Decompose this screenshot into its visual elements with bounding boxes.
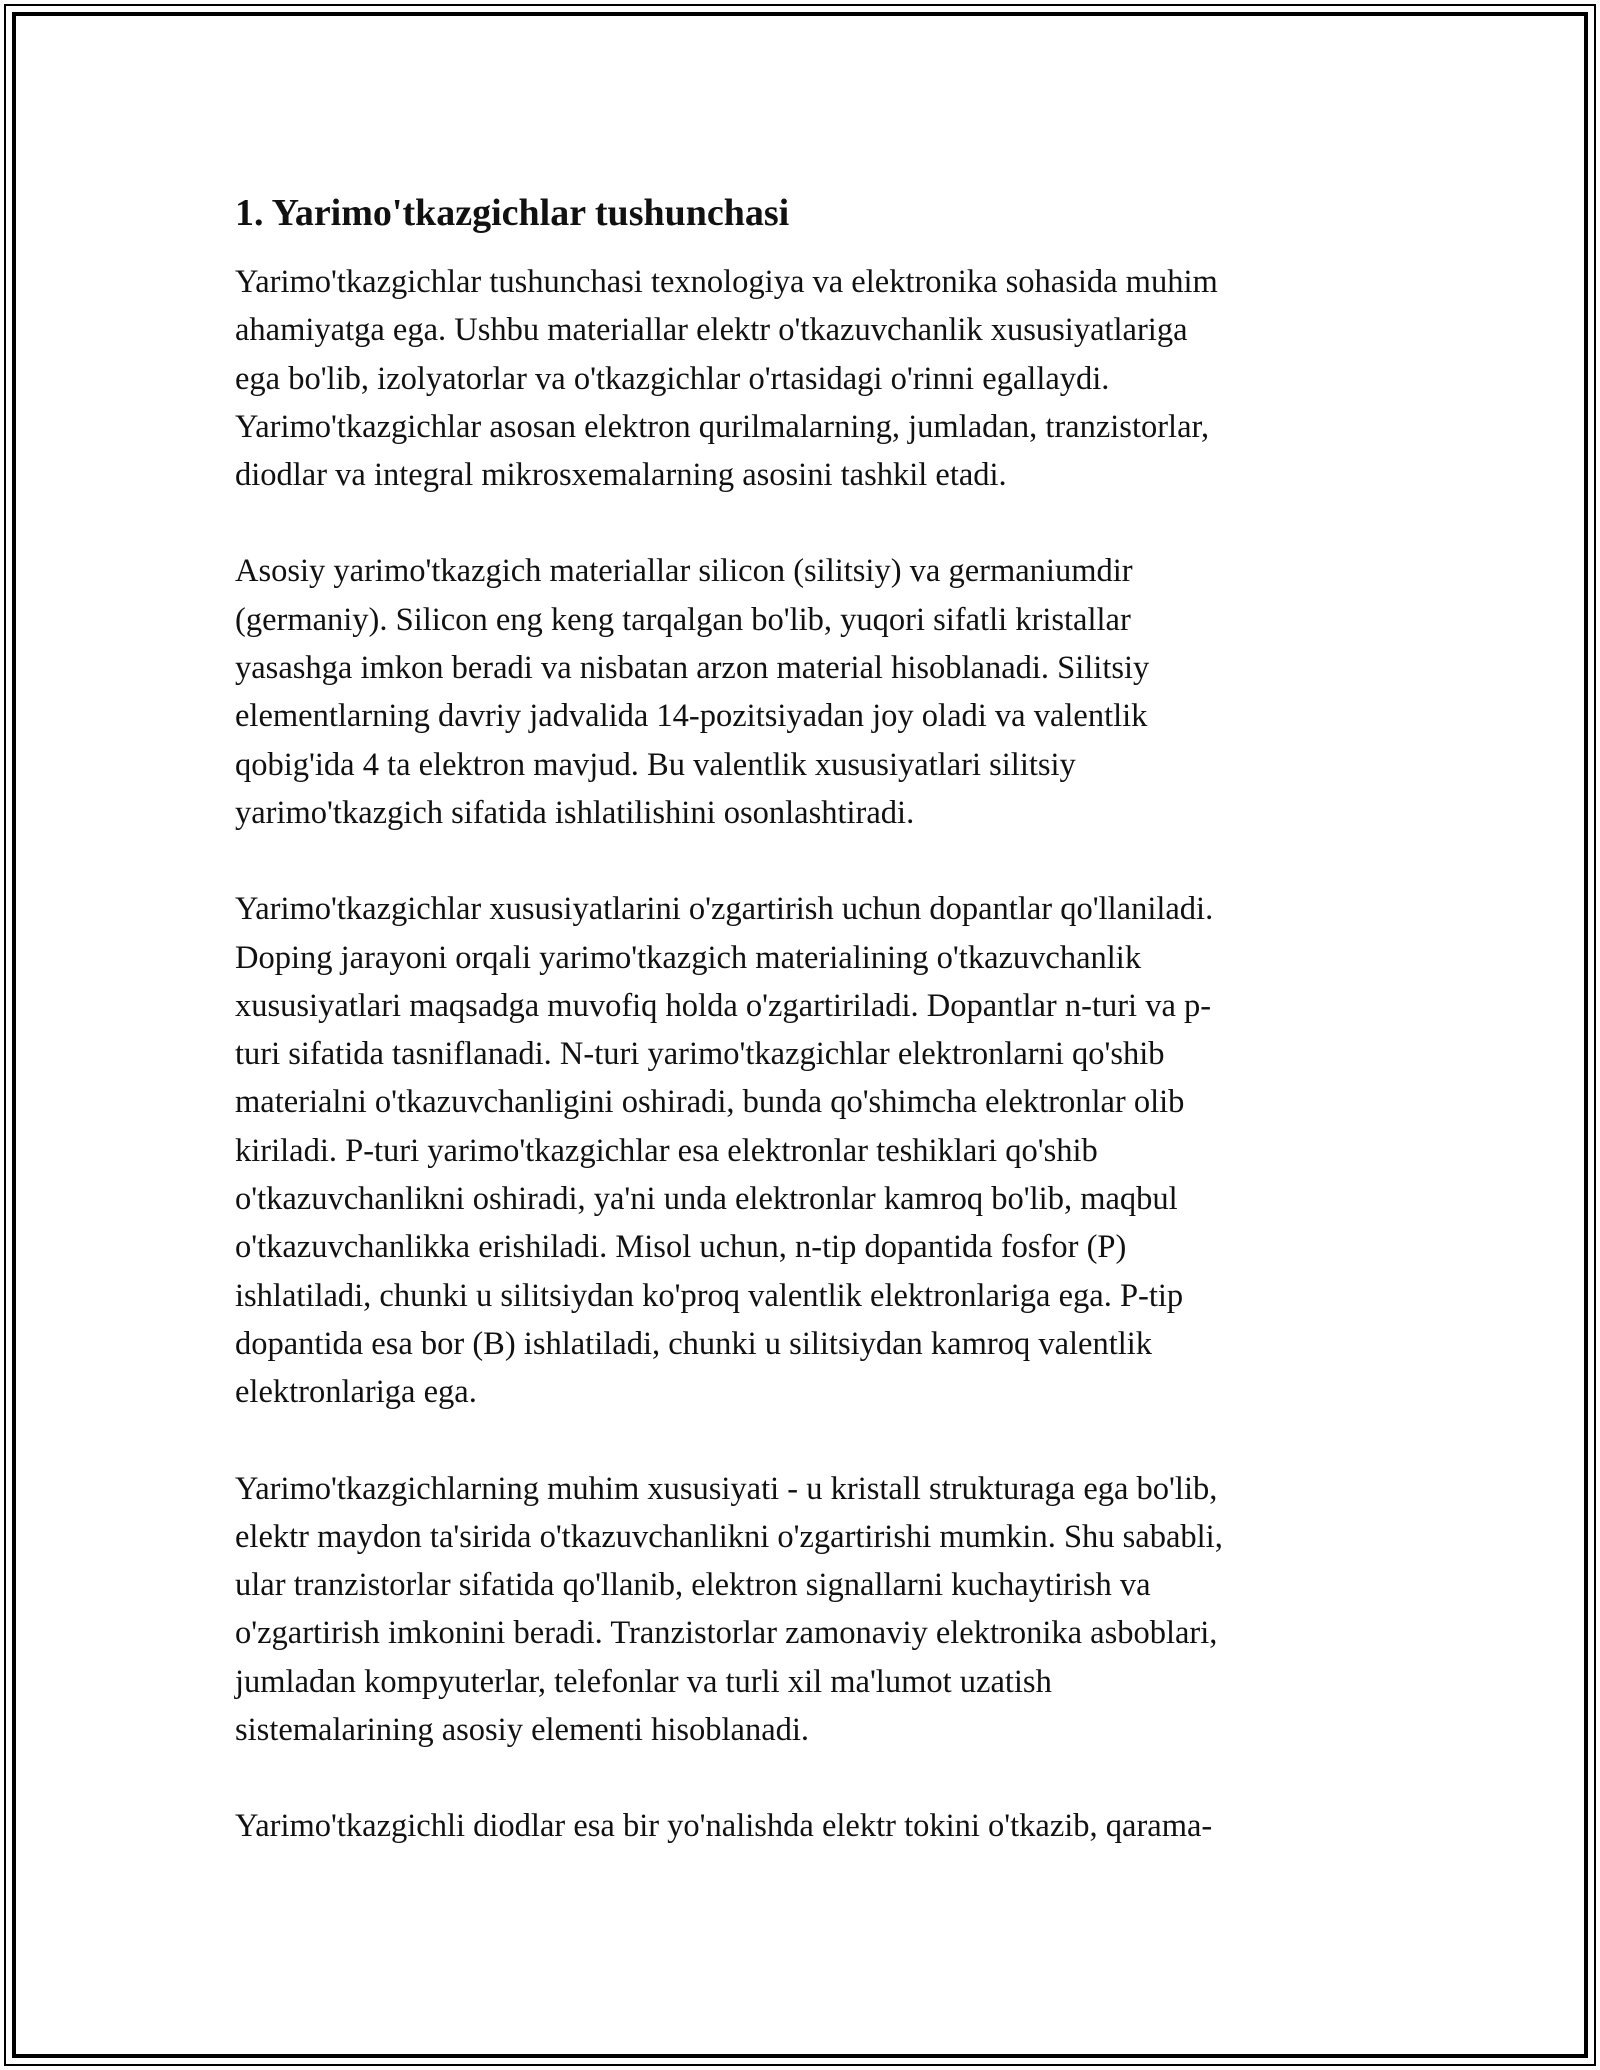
text-line: xususiyatlari maqsadga muvofiq holda o'zgartiriladi. Dopantlar n-turi va p- <box>235 987 1212 1024</box>
text-line: sistemalarining asosiy elementi hisoblanadi. <box>235 1712 810 1749</box>
paragraph-5 <box>235 1802 1365 1850</box>
text-line: turi sifatida tasniflanadi. N-turi yarimo'tkazgichlar elektronlarni qo'shib <box>235 1036 1165 1073</box>
text-line: jumladan kompyuterlar, telefonlar va turli xil ma'lumot uzatish <box>235 1663 1052 1700</box>
text-line: elektr maydon ta'sirida o'tkazuvchanlikni o'zgartirishi mumkin. Shu sababli, <box>235 1518 1223 1555</box>
paragraph-4 <box>235 1465 1365 1755</box>
text-line: dopantida esa bor (B) ishlatiladi, chunki u silitsiydan kamroq valentlik <box>235 1325 1153 1362</box>
paragraph-list <box>235 258 1365 1851</box>
section-heading: 1. Yarimo'tkazgichlar tushunchasi <box>235 192 790 234</box>
text-line: Yarimo'tkazgichlar asosan elektron qurilmalarning, jumladan, tranzistorlar, <box>235 408 1210 445</box>
text-line: (germaniy). Silicon eng keng tarqalgan bo'lib, yuqori sifatli kristallar <box>235 601 1131 638</box>
text-line: o'tkazuvchanlikni oshiradi, ya'ni unda elektronlar kamroq bo'lib, maqbul <box>235 1181 1178 1218</box>
paragraph-3 <box>235 885 1365 1416</box>
text-line: diodlar va integral mikrosxemalarning asosini tashkil etadi. <box>235 457 1007 494</box>
text-line: Yarimo'tkazgichlar xususiyatlarini o'zgartirish uchun dopantlar qo'llaniladi. <box>235 891 1214 928</box>
text-line: yarimo'tkazgich sifatida ishlatilishini osonlashtiradi. <box>235 794 915 831</box>
document-body <box>235 188 1365 1899</box>
text-line: materialni o'tkazuvchanligini oshiradi, bunda qo'shimcha elektronlar olib <box>235 1084 1185 1121</box>
text-line: Yarimo'tkazgichlarning muhim xususiyati - u kristall strukturaga ega bo'lib, <box>235 1470 1218 1507</box>
text-line: Asosiy yarimo'tkazgich materiallar silicon (silitsiy) va germaniumdir <box>235 553 1133 590</box>
text-line: elementlarning davriy jadvalida 14-pozitsiyadan joy oladi va valentlik <box>235 698 1148 735</box>
text-line: Yarimo'tkazgichli diodlar esa bir yo'nalishda elektr tokini o'tkazib, qarama- <box>235 1808 1213 1845</box>
text-line: kiriladi. P-turi yarimo'tkazgichlar esa elektronlar teshiklari qo'shib <box>235 1132 1098 1169</box>
paragraph-2 <box>235 547 1365 837</box>
text-line: ular tranzistorlar sifatida qo'llanib, elektron signallarni kuchaytirish va <box>235 1567 1151 1604</box>
text-line: o'tkazuvchanlikka erishiladi. Misol uchun, n-tip dopantida fosfor (P) <box>235 1229 1127 1266</box>
text-line: ahamiyatga ega. Ushbu materiallar elektr o'tkazuvchanlik xususiyatlariga <box>235 312 1188 349</box>
paragraph-1 <box>235 258 1365 499</box>
text-line: ega bo'lib, izolyatorlar va o'tkazgichlar o'rtasidagi o'rinni egallaydi. <box>235 360 1110 397</box>
text-line: qobig'ida 4 ta elektron mavjud. Bu valentlik xususiyatlari silitsiy <box>235 746 1076 783</box>
text-line: yasashga imkon beradi va nisbatan arzon material hisoblanadi. Silitsiy <box>235 650 1150 687</box>
text-line: ishlatiladi, chunki u silitsiydan ko'proq valentlik elektronlariga ega. P-tip <box>235 1277 1184 1314</box>
text-line: o'zgartirish imkonini beradi. Tranzistorlar zamonaviy elektronika asboblari, <box>235 1615 1218 1652</box>
text-line: Doping jarayoni orqali yarimo'tkazgich materialining o'tkazuvchanlik <box>235 939 1142 976</box>
text-line: Yarimo'tkazgichlar tushunchasi texnologiya va elektronika sohasida muhim <box>235 264 1218 300</box>
text-line: elektronlariga ega. <box>235 1374 477 1411</box>
